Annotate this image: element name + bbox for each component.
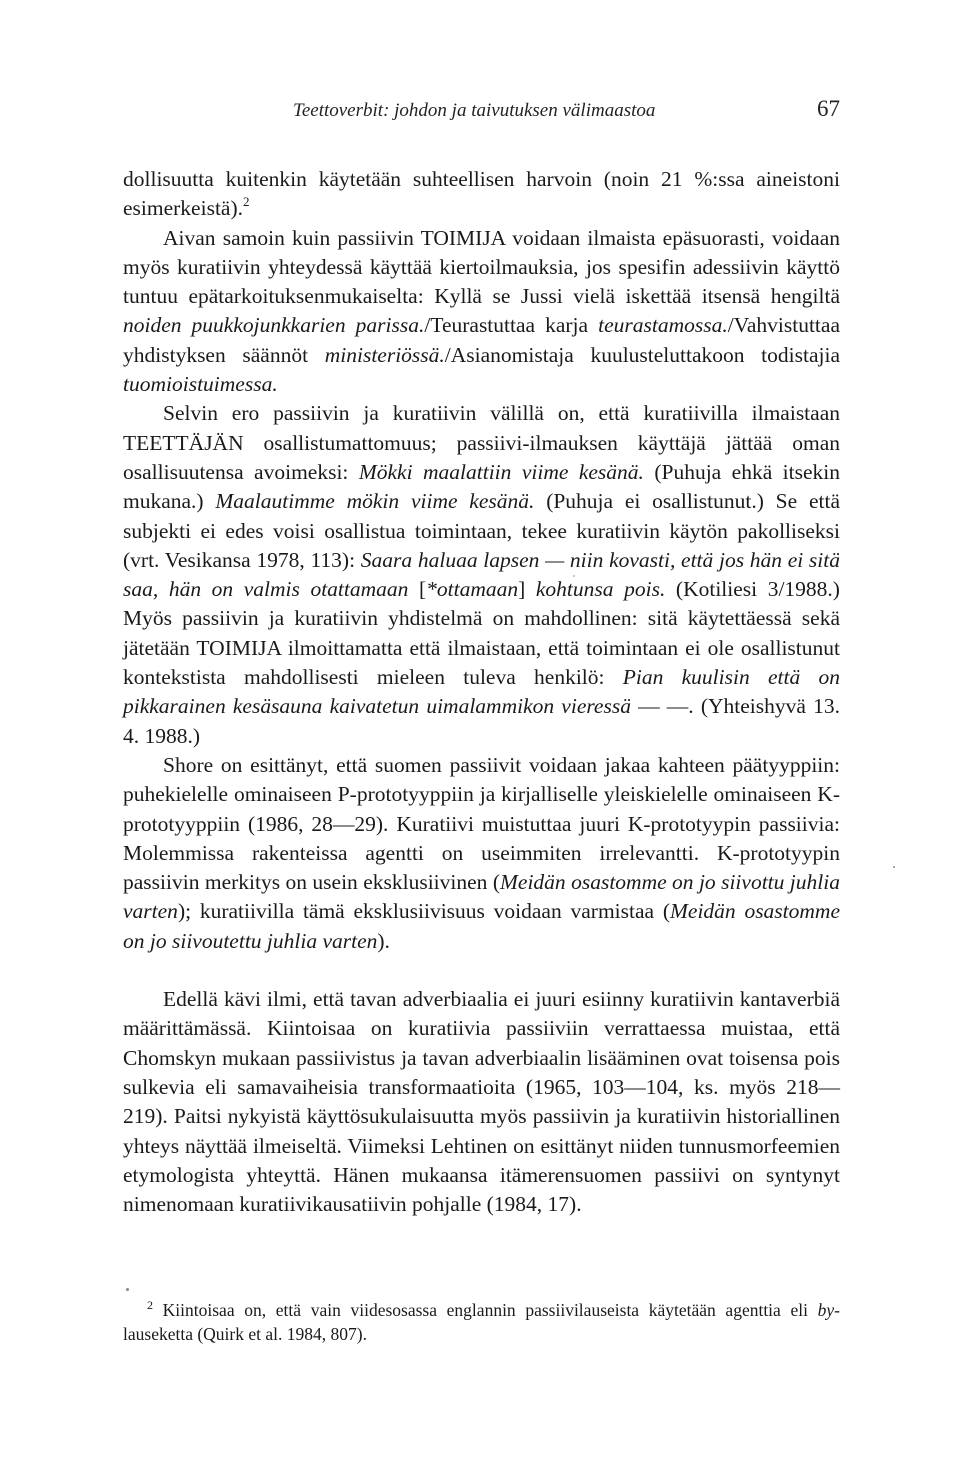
- footnote-text: $^2$ Kiintoisaa on, että vain viidesosassa englannin passiivilauseista käytetään agenttia eli by-lauseketta (Quirk et al. 1984, 807).: [123, 1298, 840, 1344]
- paragraph-5: Edellä kävi ilmi, että tavan adverbiaalia ei juuri esiinny kuratiivin kantaverbiä määrittämässä. Kiintoisaa on kuratiivia passiiviin verrattaessa muistaa, että Chomskyn mukaan passiivistus ja tavan adverbiaalin lisääminen ovat toisensa pois sulkevia eli samavaiheisia transformaatioita (1965, 103—104, ks. myös 218—219). Paitsi nykyistä käyttösukulaisuutta myös passiivin ja kuratiivin historiallinen yhteys näyttää ilmeiseltä. Viimeksi Lehtinen on esittänyt niiden tunnusmorfeemien etymologista yhteyttä. Hänen mukaansa itämerensuomen passiivi on syntynyt nimenomaan kuratiivikausatiivin pohjalle (1984, 17).: [123, 987, 840, 1217]
- paragraph-3: Selvin ero passiivin ja kuratiivin välillä on, että kuratiivilla ilmaistaan TEETTÄJÄN osallistumattomuus; passiivi-ilmauksen käyttäjä jättää oman osallisuutensa avoimeksi: Mökki maalattiin viime kesänä. (Puhuja ehkä itsekin mukana.) Maalautimme mökin viime kesänä. (Puhuja ei osallistunut.) Se että subjekti ei edes voisi osallistua toimintaan, tekee kuratiivin käytön pakolliseksi (vrt. Vesikansa 1978, 113): Saara haluaa lapsen — niin kovasti, että jos hän ei sitä saa, hän on valmis otattamaan [*ottamaan] kohtunsa pois. (Kotiliesi 3/1988.) Myös passiivin ja kuratiivin yhdistelmä on mahdollinen: sitä käytettäessä sekä jätetään TOIMIJA ilmoittamatta että ilmaistaan, että toimintaan ei ole osallistunut kontekstista mahdollisesti mieleen tuleva henkilö: Pian kuulisin että on pikkarainen kesäsauna kaivatetun uimalammikon vieressä — —. (Yhteishyvä 13. 4. 1988.): [123, 401, 841, 748]
- paragraph-2: Aivan samoin kuin passiivin TOIMIJA voidaan ilmaista epäsuorasti, voidaan myös kuratiivin yhteydessä käyttää kiertoilmauksia, jos spesifin adessiivin käyttö tuntuu epätarkoituksenmukaiselta: Kyllä se Jussi vielä iskettää itsensä hengiltä noiden puukkojunkkarien parissa./Teurastuttaa karja teurastamossa./Vahvistuttaa yhdistyksen säännöt ministeriössä./Asianomistaja kuulusteluttakoon todistajia tuomioistuimessa.: [123, 225, 840, 397]
- scan-speck: [893, 866, 895, 868]
- page-header: [123, 96, 840, 128]
- paragraph-4: Shore on esittänyt, että suomen passiivit voidaan jakaa kahteen päätyyppiin: puhekielelle ominaiseen P-prototyyppiin ja kirjalliselle yleiskielelle ominaiseen K-prototyyppiin (1986, 28—29). Kuratiivi muistuttaa juuri K-prototyypin passiivia: Molemmissa rakenteissa agentti on useimmiten irrelevantti. K-prototyypin passiivin merkitys on usein eksklusiivinen (Meidän osastomme on jo siivottu juhlia varten); kuratiivilla tämä eksklusiivisuus voidaan varmistaa (Meidän osastomme on jo siivoutettu juhlia varten).: [123, 752, 840, 953]
- paragraph-1: dollisuutta kuitenkin käytetään suhteellisen harvoin (noin 21 %:ssa aineistoni esimerkeistä).$^2$: [123, 167, 840, 221]
- footnote-reference: 2: [243, 194, 250, 210]
- footnote: [123, 1298, 840, 1346]
- body-text: [123, 165, 840, 1219]
- page-number: 67: [817, 96, 840, 121]
- running-title: Teettoverbit: johdon ja taivutuksen välimaastoa: [293, 100, 656, 121]
- scan-speck: [573, 575, 575, 577]
- footnote-number: 2: [147, 1298, 153, 1312]
- scan-speck: [126, 1288, 129, 1291]
